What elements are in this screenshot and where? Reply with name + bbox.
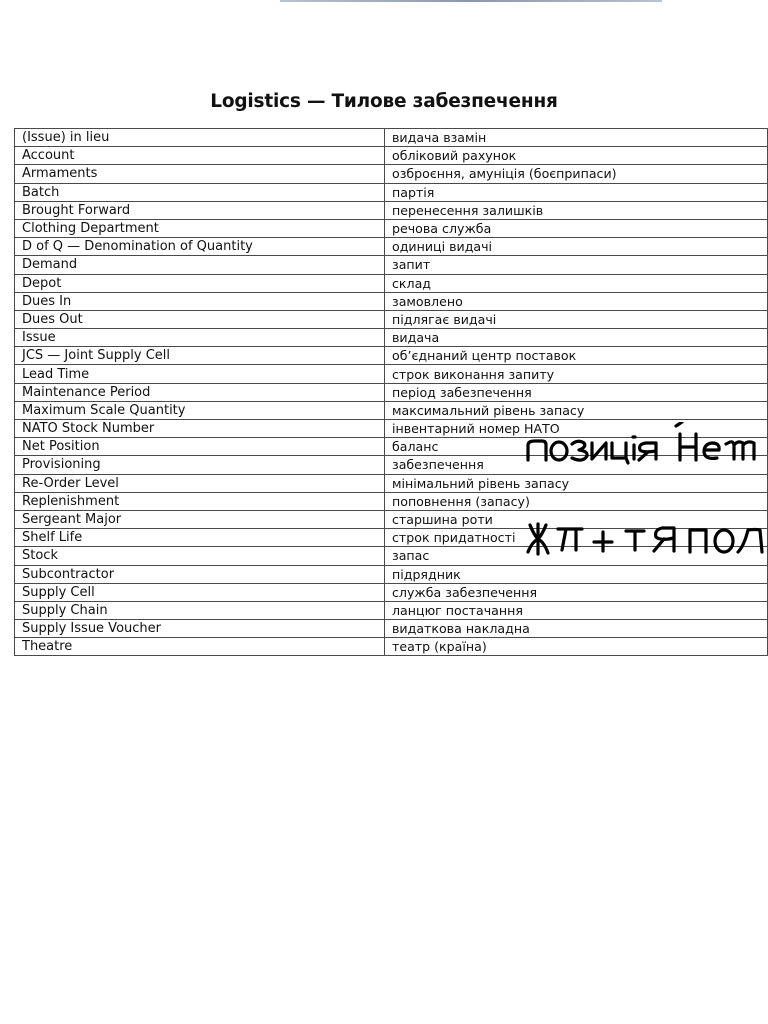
english-term: Maintenance Period [15, 383, 385, 401]
glossary-row [15, 565, 768, 583]
english-term: Armaments [15, 165, 385, 183]
english-term: Supply Chain [15, 601, 385, 619]
ukrainian-translation: речова служба [385, 219, 768, 237]
ukrainian-translation: забезпечення [385, 456, 768, 474]
glossary-row [15, 492, 768, 510]
english-term: Issue [15, 329, 385, 347]
ukrainian-translation: поповнення (запасу) [385, 492, 768, 510]
top-edge-rule [280, 0, 662, 2]
ukrainian-translation: мінімальний рівень запасу [385, 474, 768, 492]
english-term: Dues Out [15, 310, 385, 328]
glossary-row [15, 310, 768, 328]
glossary-table-body [15, 129, 768, 656]
ukrainian-translation: озброєння, амуніція (боєприпаси) [385, 165, 768, 183]
ukrainian-translation: партія [385, 183, 768, 201]
glossary-row [15, 183, 768, 201]
english-term: Supply Cell [15, 583, 385, 601]
ukrainian-translation: обліковий рахунок [385, 147, 768, 165]
english-term: JCS — Joint Supply Cell [15, 347, 385, 365]
page-title: Logistics — Тилове забезпечення [210, 91, 558, 112]
english-term: Account [15, 147, 385, 165]
english-term: Replenishment [15, 492, 385, 510]
glossary-row [15, 420, 768, 438]
ukrainian-translation: об’єднаний центр поставок [385, 347, 768, 365]
ukrainian-translation: підрядник [385, 565, 768, 583]
glossary-table [14, 128, 768, 656]
ukrainian-translation: перенесення залишків [385, 201, 768, 219]
glossary-row [15, 329, 768, 347]
glossary-row [15, 383, 768, 401]
glossary-row [15, 510, 768, 528]
ukrainian-translation: запас [385, 547, 768, 565]
ukrainian-translation: строк виконання запиту [385, 365, 768, 383]
glossary-row [15, 529, 768, 547]
ukrainian-translation: видача [385, 329, 768, 347]
ukrainian-translation: замовлено [385, 292, 768, 310]
english-term: D of Q — Denomination of Quantity [15, 238, 385, 256]
glossary-row [15, 147, 768, 165]
glossary-row [15, 620, 768, 638]
glossary-row [15, 438, 768, 456]
ukrainian-translation: театр (країна) [385, 638, 768, 656]
glossary-row [15, 638, 768, 656]
glossary-row [15, 583, 768, 601]
english-term: Dues In [15, 292, 385, 310]
english-term: Net Position [15, 438, 385, 456]
english-term: Depot [15, 274, 385, 292]
glossary-row [15, 401, 768, 419]
english-term: Maximum Scale Quantity [15, 401, 385, 419]
ukrainian-translation: баланс [385, 438, 768, 456]
glossary-row [15, 292, 768, 310]
ukrainian-translation: видаткова накладна [385, 620, 768, 638]
english-term: Stock [15, 547, 385, 565]
glossary-row [15, 274, 768, 292]
ukrainian-translation: підлягає видачі [385, 310, 768, 328]
english-term: Sergeant Major [15, 510, 385, 528]
ukrainian-translation: строк придатності [385, 529, 768, 547]
ukrainian-translation: запит [385, 256, 768, 274]
english-term: Shelf Life [15, 529, 385, 547]
glossary-row [15, 601, 768, 619]
ukrainian-translation: інвентарний номер НАТО [385, 420, 768, 438]
glossary-row [15, 547, 768, 565]
glossary-row [15, 165, 768, 183]
english-term: Batch [15, 183, 385, 201]
english-term: Theatre [15, 638, 385, 656]
english-term: Subcontractor [15, 565, 385, 583]
english-term: Demand [15, 256, 385, 274]
english-term: Re-Order Level [15, 474, 385, 492]
ukrainian-translation: старшина роти [385, 510, 768, 528]
english-term: Brought Forward [15, 201, 385, 219]
glossary-row [15, 365, 768, 383]
glossary-row [15, 456, 768, 474]
ukrainian-translation: ланцюг постачання [385, 601, 768, 619]
english-term: Clothing Department [15, 219, 385, 237]
glossary-row [15, 129, 768, 147]
glossary-row [15, 238, 768, 256]
glossary-row [15, 474, 768, 492]
ukrainian-translation: період забезпечення [385, 383, 768, 401]
english-term: NATO Stock Number [15, 420, 385, 438]
glossary-row [15, 219, 768, 237]
ukrainian-translation: максимальний рівень запасу [385, 401, 768, 419]
ukrainian-translation: видача взамін [385, 129, 768, 147]
english-term: Supply Issue Voucher [15, 620, 385, 638]
ukrainian-translation: склад [385, 274, 768, 292]
ukrainian-translation: одиниці видачі [385, 238, 768, 256]
glossary-row [15, 347, 768, 365]
ukrainian-translation: служба забезпечення [385, 583, 768, 601]
english-term: (Issue) in lieu [15, 129, 385, 147]
english-term: Provisioning [15, 456, 385, 474]
english-term: Lead Time [15, 365, 385, 383]
glossary-row [15, 201, 768, 219]
glossary-row [15, 256, 768, 274]
